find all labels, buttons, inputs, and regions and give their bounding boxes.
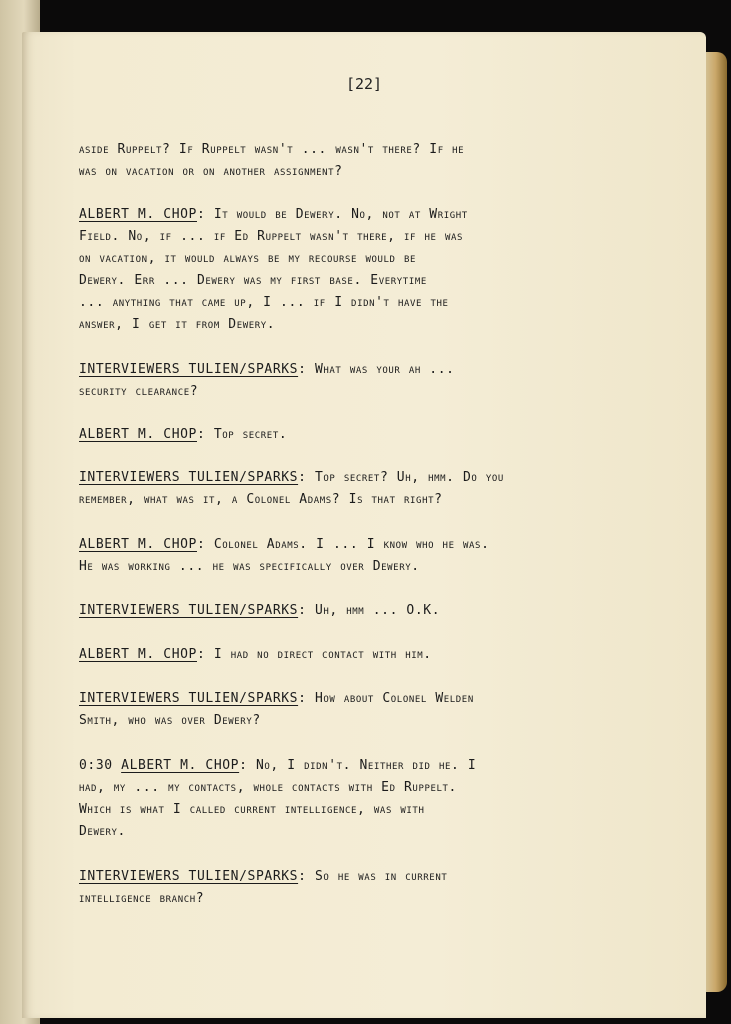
speaker-name: ALBERT M. CHOP bbox=[121, 758, 240, 773]
utterance-text: : Colonel Adams. I ... I know who he was. He was working ... he was specifically over Dewery. bbox=[79, 537, 490, 574]
utterance-text: : How about Colonel Welden Smith, who was over Dewery? bbox=[79, 691, 474, 728]
transcript-paragraph bbox=[79, 844, 589, 910]
utterance-text: : What was your ah ... security clearance? bbox=[79, 362, 455, 399]
timecode: 0:30 bbox=[79, 758, 122, 773]
transcript-paragraph bbox=[79, 733, 589, 843]
utterance-text: : Top secret? Uh, hmm. Do you remember, what was it, a Colonel Adams? Is that right? bbox=[79, 470, 504, 507]
transcript-paragraph bbox=[79, 337, 589, 403]
transcript-paragraph bbox=[79, 117, 589, 183]
page-number: [22] bbox=[345, 75, 383, 93]
transcript-paragraph bbox=[79, 622, 589, 666]
utterance-text: : It would be Dewery. No, not at Wright Field. No, if ... if Ed Ruppelt wasn't there, if he was on vacation, it would always be my recourse would be Dewery. Err ... Dewery was my first base. Everytime ... anything that came up, I ... if I didn't have the answer, I get it from Dewery. bbox=[79, 207, 468, 332]
utterance-text: aside Ruppelt? If Ruppelt wasn't ... wasn't there? If he was on vacation or on another assignment? bbox=[79, 142, 465, 179]
speaker-name: INTERVIEWERS TULIEN/SPARKS bbox=[79, 603, 299, 618]
speaker-name: ALBERT M. CHOP bbox=[79, 537, 197, 552]
transcript-paragraph bbox=[79, 445, 589, 511]
utterance-text: : I had no direct contact with him. bbox=[196, 647, 432, 662]
transcript-paragraph bbox=[79, 578, 589, 622]
speaker-name: INTERVIEWERS TULIEN/SPARKS bbox=[79, 691, 299, 706]
speaker-name: ALBERT M. CHOP bbox=[79, 647, 197, 662]
utterance-text: : Uh, hmm ... O.K. bbox=[298, 603, 441, 618]
utterance-text: : So he was in current intelligence branch? bbox=[79, 869, 448, 906]
speaker-name: ALBERT M. CHOP bbox=[79, 427, 197, 442]
speaker-name: INTERVIEWERS TULIEN/SPARKS bbox=[79, 869, 299, 884]
utterance-text: : Top secret. bbox=[196, 427, 288, 442]
transcript-paragraph bbox=[79, 182, 589, 336]
transcript-paragraph bbox=[79, 512, 589, 578]
utterance-text: : No, I didn't. Neither did he. I had, my ... my contacts, whole contacts with Ed Ruppelt. Which is what I called current intelligence, was with Dewery. bbox=[79, 758, 477, 839]
speaker-name: ALBERT M. CHOP bbox=[79, 207, 197, 222]
speaker-name: INTERVIEWERS TULIEN/SPARKS bbox=[79, 470, 299, 485]
transcript-page bbox=[22, 32, 706, 1018]
transcript-paragraph bbox=[79, 402, 589, 446]
speaker-name: INTERVIEWERS TULIEN/SPARKS bbox=[79, 362, 299, 377]
transcript-paragraph bbox=[79, 666, 589, 732]
